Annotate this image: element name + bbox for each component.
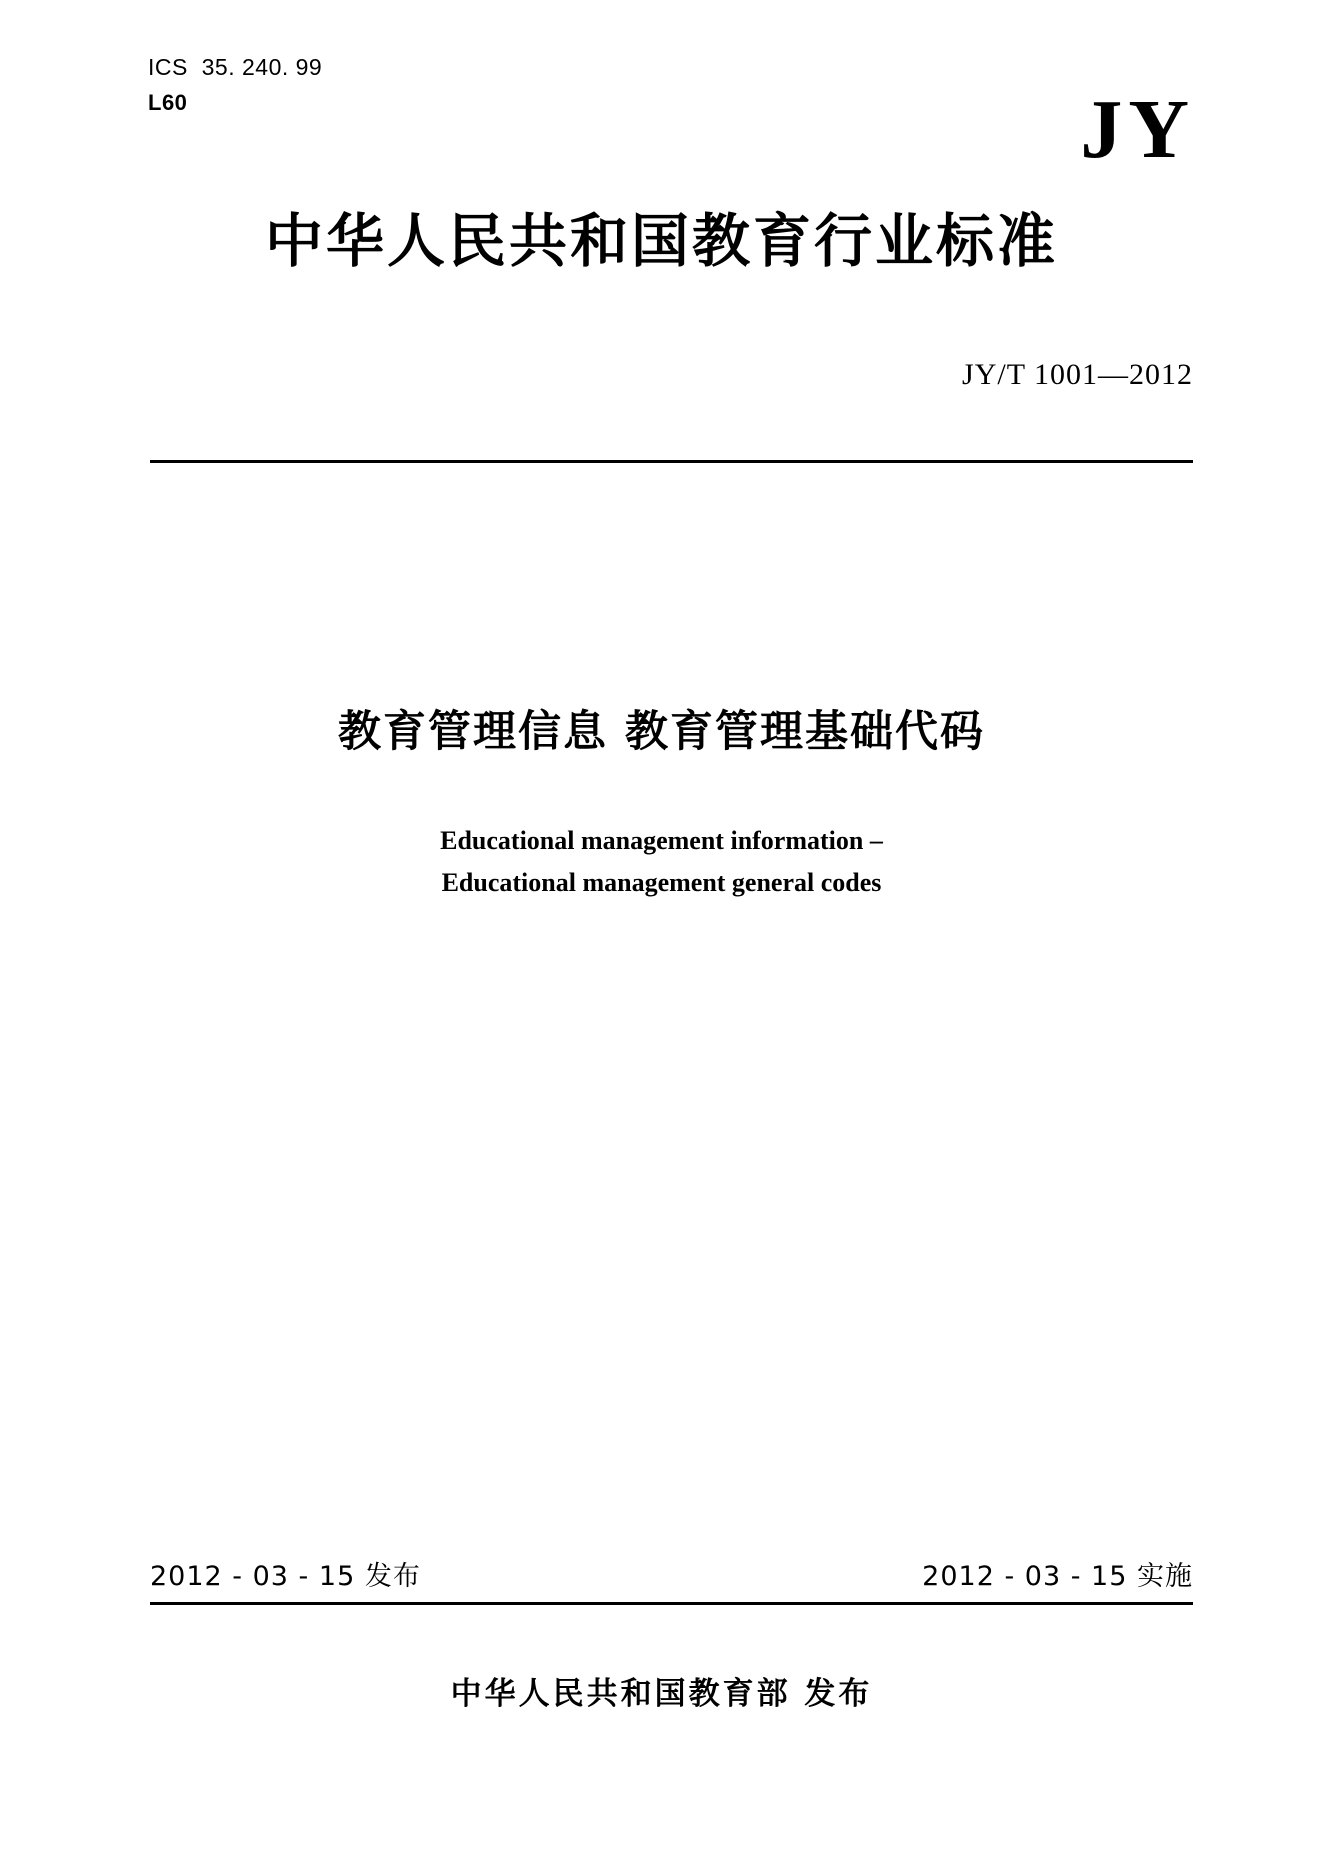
standard-category-title: 中华人民共和国教育行业标准 bbox=[264, 207, 1058, 275]
ics-block bbox=[148, 50, 322, 120]
effective-date: 2012 - 03 - 15 实施 bbox=[922, 1561, 1193, 1592]
footer-divider-rule bbox=[150, 1602, 1193, 1605]
document-title-english-line1: Educational management information – bbox=[440, 826, 883, 855]
document-title-english-line2: Educational management general codes bbox=[441, 868, 882, 898]
publisher-line: 中华人民共和国教育部 发布 bbox=[450, 1676, 873, 1712]
standard-number: JY/T 1001—2012 bbox=[962, 358, 1193, 391]
jy-logo-mark: JY bbox=[1080, 83, 1195, 176]
issue-date: 2012 - 03 - 15 发布 bbox=[150, 1561, 421, 1592]
document-title-english bbox=[0, 820, 1323, 904]
classification-code: L60 bbox=[148, 89, 188, 115]
ics-label: ICS 35. 240. 99 bbox=[148, 54, 323, 80]
header-divider-rule bbox=[150, 460, 1193, 463]
date-row bbox=[150, 1554, 1193, 1593]
document-title-chinese: 教育管理信息 教育管理基础代码 bbox=[338, 707, 985, 757]
